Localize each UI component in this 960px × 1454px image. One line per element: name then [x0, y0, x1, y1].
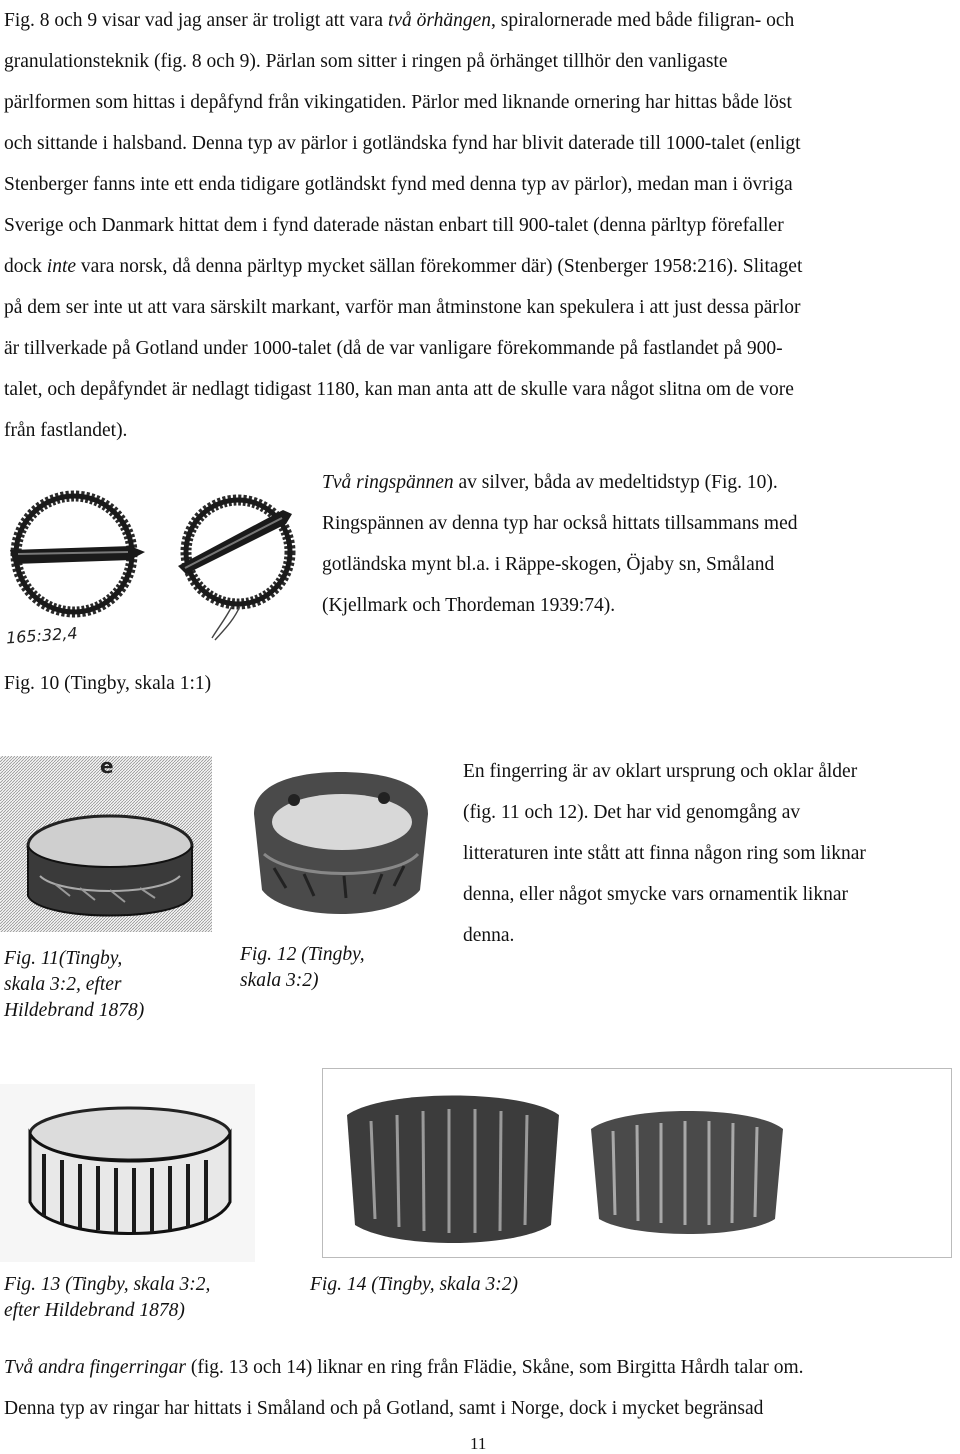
- text-line: litteraturen inte stått att finna någon ring som liknar: [463, 843, 866, 864]
- paragraph-intro: [4, 0, 959, 451]
- fig13-caption: Fig. 13 (Tingby, skala 3:2, efter Hildebrand 1878): [4, 1274, 211, 1321]
- text-line: Två andra fingerringar (fig. 13 och 14) liknar en ring från Flädie, Skåne, som Birgitta Hårdh talar om.: [4, 1357, 804, 1378]
- ring-photo-illustration: [234, 770, 446, 926]
- fig13-image: [0, 1084, 255, 1262]
- paragraph-fingerrings: [4, 1347, 959, 1429]
- fig14-image: [322, 1068, 952, 1258]
- fig12-caption: Fig. 12 (Tingby, skala 3:2): [240, 944, 365, 991]
- fig11-image: [0, 756, 212, 932]
- text-line: gotländska mynt bl.a. i Räppe-skogen, Öjaby sn, Småland: [322, 554, 775, 575]
- fingerring-description: [463, 751, 953, 956]
- text-line: Ringspännen av denna typ har också hittats tillsammans med: [322, 513, 798, 534]
- engraved-ring-illustration: [0, 756, 212, 932]
- text-line: (Kjellmark och Thordeman 1939:74).: [322, 595, 616, 616]
- text-line: på dem ser inte ut att vara särskilt markant, varför man åtminstone kan spekulera i att just dessa pärlor: [4, 297, 801, 318]
- fig10-image: [0, 468, 312, 654]
- fig12-image: [234, 770, 446, 926]
- text-line: Sverige och Danmark hittat dem i fynd daterade nästan enbart till 900-talet (denna pärltyp förefaller: [4, 215, 784, 236]
- text-line: granulationsteknik (fig. 8 och 9). Pärlan som sitter i ringen på örhänget tillhör den vanligaste: [4, 51, 728, 72]
- text-line: pärlformen som hittas i depåfynd från vikingatiden. Pärlor med liknande ornering har hittas både löst: [4, 92, 792, 113]
- text-line: (fig. 11 och 12). Det har vid genomgång av: [463, 802, 801, 823]
- text-line: En fingerring är av oklart ursprung och oklar ålder: [463, 761, 858, 782]
- fig10-description: [322, 462, 952, 626]
- text-line: Stenberger fanns inte ett enda tidigare gotländskt fynd med denna typ av pärlor), medan man i övriga: [4, 174, 793, 195]
- fig11-caption: Fig. 11(Tingby, skala 3:2, efter Hildebrand 1878): [4, 948, 145, 1021]
- text-line: dock inte vara norsk, då denna pärltyp mycket sällan förekommer där) (Stenberger 1958:216). Slitaget: [4, 256, 803, 277]
- fig10-caption: Fig. 10 (Tingby, skala 1:1): [4, 673, 212, 694]
- handwritten-inventory-number: 165:32,4: [5, 623, 79, 648]
- ribbed-ring-drawing: [0, 1084, 255, 1262]
- text-line: denna, eller något smycke vars ornamentik liknar: [463, 884, 848, 905]
- two-ribbed-rings-photo: [323, 1069, 951, 1257]
- fig14-caption: Fig. 14 (Tingby, skala 3:2): [310, 1274, 518, 1295]
- text-line: talet, och depåfyndet är nedlagt tidigast 1180, kan man anta att de skulle vara något slitna om de vore: [4, 379, 794, 400]
- fig11-mark: e: [100, 756, 114, 778]
- text-line: Två ringspännen av silver, båda av medeltidstyp (Fig. 10).: [322, 472, 778, 493]
- text-line: från fastlandet).: [4, 420, 128, 441]
- text-line: och sittande i halsband. Denna typ av pärlor i gotländska fynd har blivit daterade till 1000-talet (enligt: [4, 133, 801, 154]
- text-line: är tillverkade på Gotland under 1000-talet (då de var vanligare förekommande på fastlandet på 900-: [4, 338, 783, 359]
- text-line: Fig. 8 och 9 visar vad jag anser är troligt att vara två örhängen, spiralornerade med både filigran- och: [4, 10, 795, 31]
- page-number: 11: [470, 1434, 487, 1453]
- text-line: Denna typ av ringar har hittats i Småland och på Gotland, samt i Norge, dock i mycket begränsad: [4, 1398, 764, 1419]
- text-line: denna.: [463, 925, 515, 946]
